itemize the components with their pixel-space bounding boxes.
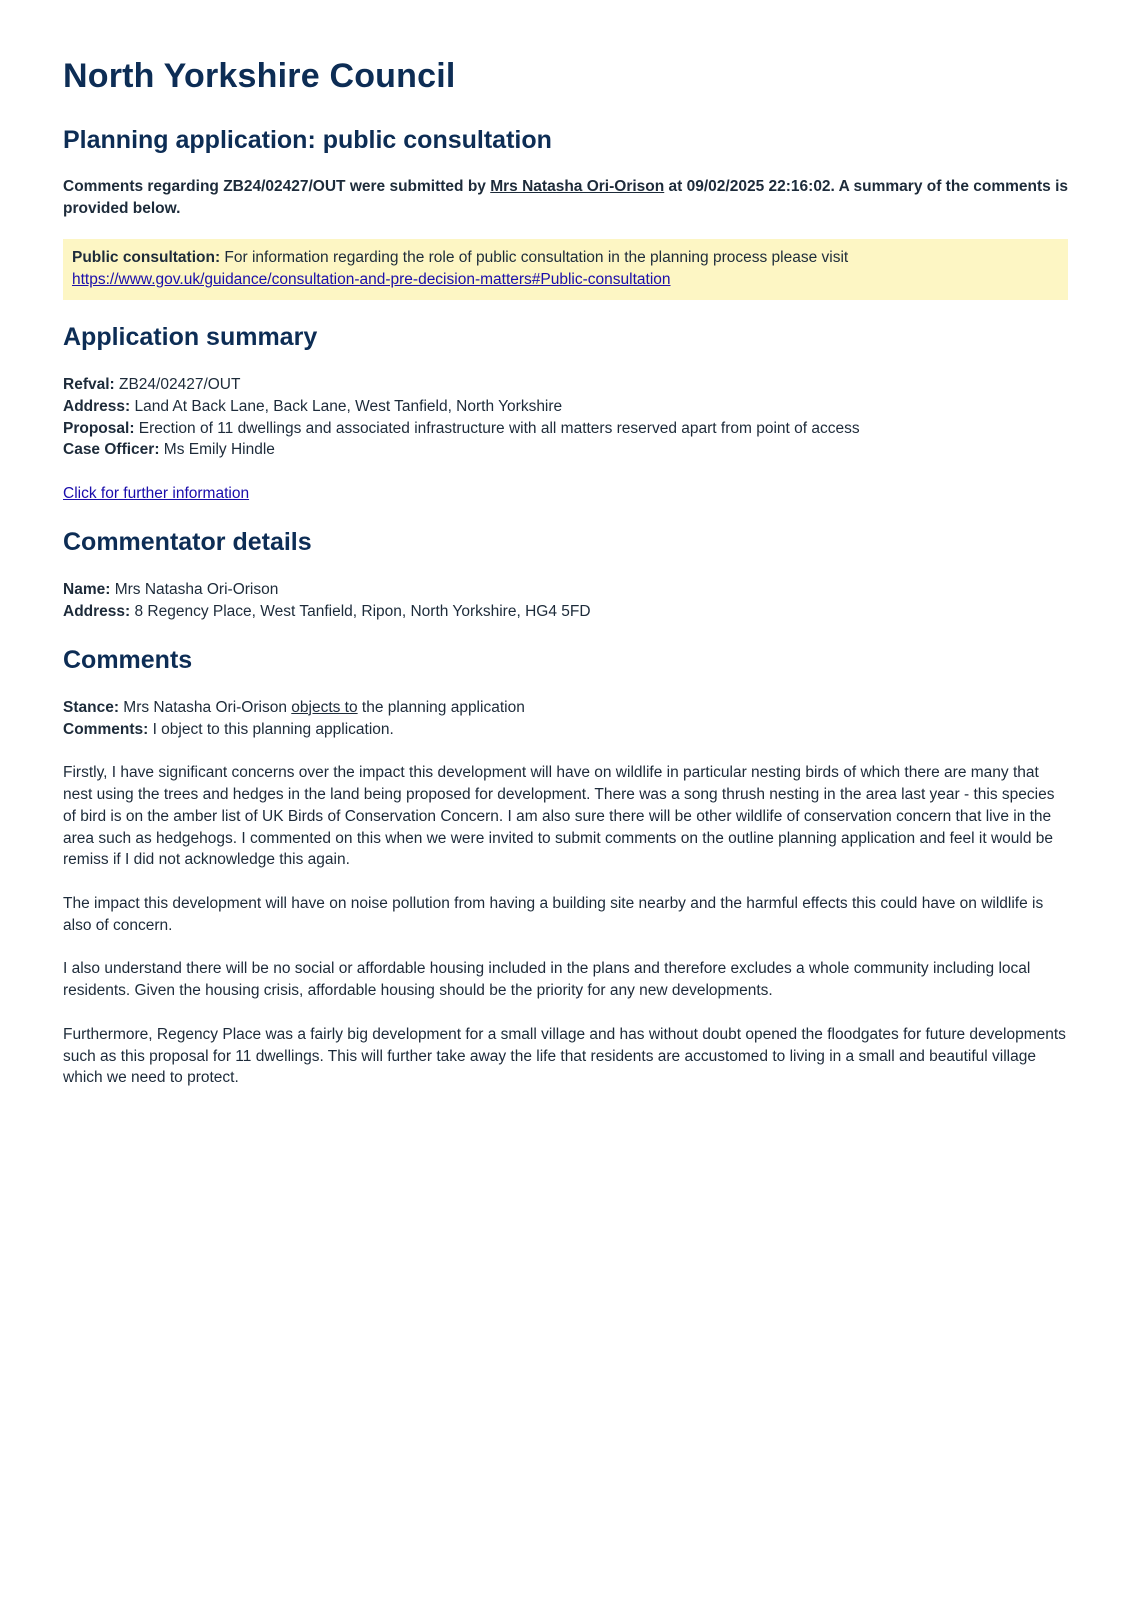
case-officer-label: Case Officer: (63, 441, 160, 459)
stance-prefix: Mrs Natasha Ori-Orison (119, 698, 292, 716)
commentator-name-row (63, 579, 1068, 601)
commentator-details (63, 579, 1068, 623)
intro-suffix: at 09/02/2025 22:16:02. A summary of the comments is provided below. (63, 178, 1068, 217)
notice-label: Public consultation: (72, 249, 221, 266)
application-summary-heading: Application summary (63, 323, 318, 351)
stance-suffix: the planning application (357, 698, 525, 716)
submitter-link[interactable]: Mrs Natasha Ori-Orison (490, 178, 665, 195)
site-address-value: Land At Back Lane, Back Lane, West Tanfield, North Yorkshire (130, 397, 563, 415)
proposal-value: Erection of 11 dwellings and associated infrastructure with all matters reserved apart from point of access (134, 419, 860, 437)
application-summary (63, 374, 1068, 461)
page-subtitle: Planning application: public consultation (63, 126, 552, 154)
public-consultation-notice (63, 239, 1068, 300)
consultation-guidance-link[interactable]: https://www.gov.uk/guidance/consultation-and-pre-decision-matters#Public-consultation (72, 271, 671, 288)
comments-summary (63, 697, 1068, 741)
proposal-label: Proposal: (63, 419, 135, 437)
commentator-address-label: Address: (63, 602, 131, 620)
comments-row (63, 719, 1068, 741)
refval-label: Refval: (63, 376, 115, 393)
notice-text: For information regarding the role of public consultation in the planning process please visit (220, 249, 849, 266)
council-title: North Yorkshire Council (63, 57, 456, 95)
stance-value: objects to (291, 698, 358, 716)
further-info (63, 483, 1068, 505)
comments-heading: Comments (63, 645, 193, 674)
comments-label: Comments: (63, 720, 149, 738)
site-address-label: Address: (63, 397, 131, 415)
comment-paragraph: I also understand there will be no social or affordable housing included in the plans and therefore excludes a whole community including local residents. Given the housing crisis, affordable housing should be the priority for any new developments. (63, 960, 1031, 1000)
proposal-row (63, 418, 1068, 440)
commentator-name-value: Mrs Natasha Ori-Orison (110, 581, 279, 599)
refval-value: ZB24/02427/OUT (114, 376, 241, 393)
comment-paragraph: Furthermore, Regency Place was a fairly big development for a small village and has without doubt opened the floodgates for future developments such as this proposal for 11 dwellings. This will further take away the life that residents are accustomed to living in a small and beautiful village which we need to protect. (63, 1025, 1066, 1087)
comments-first-line: I object to this planning application. (148, 720, 394, 738)
intro-text (63, 176, 1068, 220)
stance-row (63, 697, 1068, 719)
site-address-row (63, 396, 1068, 418)
commentator-name-label: Name: (63, 581, 111, 599)
comment-paragraph: The impact this development will have on noise pollution from having a building site nearby and the harmful effects this could have on wildlife is also of concern. (63, 894, 1044, 934)
stance-label: Stance: (63, 698, 119, 716)
commentator-details-heading: Commentator details (63, 528, 312, 557)
comment-paragraph: Firstly, I have significant concerns over the impact this development will have on wildlife in particular nesting birds of which there are many that nest using the trees and hedges in the land being proposed for development. There was a song thrush nesting in the area last year - this species of bird is on the amber list of UK Birds of Conservation Concern. I am also sure there will be other wildlife of conservation concern that live in the area such as hedgehogs. I commented on this when we were invited to submit comments on the outline planning application and feel it would be remiss if I did not acknowledge this again. (63, 764, 1055, 869)
further-information-link[interactable]: Click for further information (63, 485, 250, 503)
intro-prefix: Comments regarding ZB24/02427/OUT were submitted by (63, 178, 491, 195)
commentator-address-value: 8 Regency Place, West Tanfield, Ripon, North Yorkshire, HG4 5FD (130, 602, 591, 620)
case-officer-value: Ms Emily Hindle (159, 441, 275, 459)
case-officer-row (63, 439, 1068, 461)
refval-row (63, 374, 1068, 396)
document-page (63, 52, 1068, 1089)
commentator-address-row (63, 601, 1068, 623)
